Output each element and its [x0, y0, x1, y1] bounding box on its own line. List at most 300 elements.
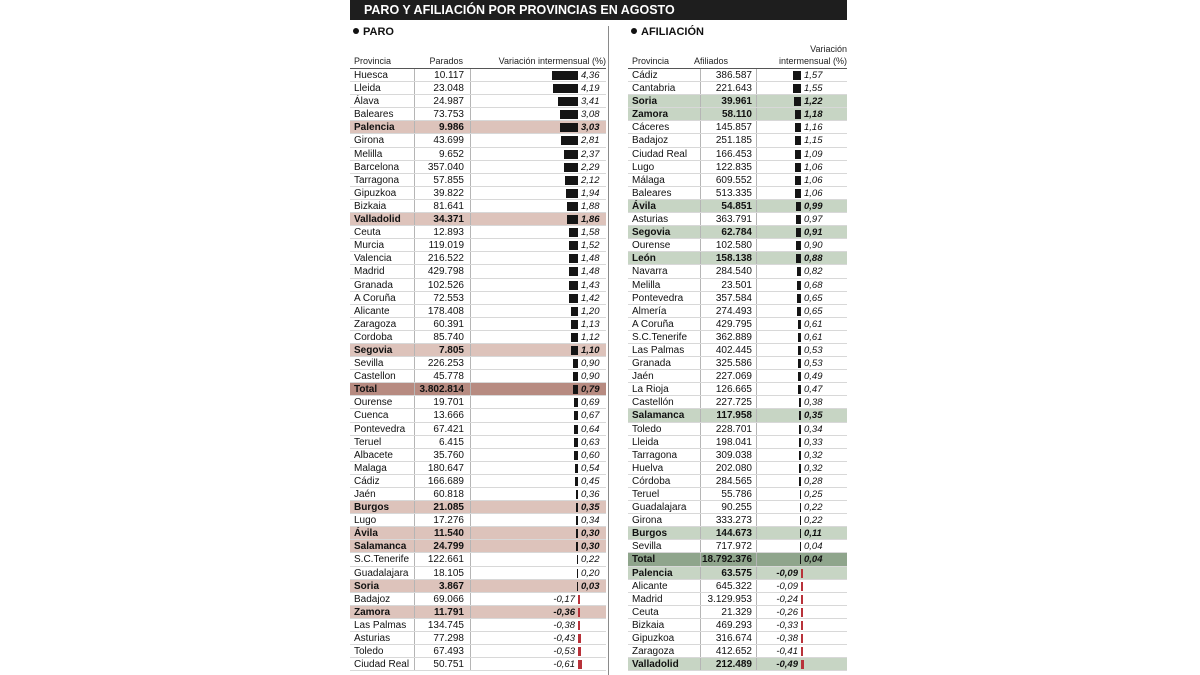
paro-header-variacion: Variación intermensual (%) [498, 56, 606, 66]
provincia-cell: Lleida [632, 436, 659, 448]
afiliacion-header-provincia: Provincia [632, 56, 670, 66]
provincia-cell: Pontevedra [354, 423, 406, 435]
provincia-cell: Zamora [354, 606, 391, 618]
valor-cell: 333.273 [715, 515, 752, 527]
paro-table-row [350, 501, 606, 514]
variacion-bar [569, 228, 578, 237]
provincia-cell: Las Palmas [632, 344, 685, 356]
variacion-bar [797, 267, 801, 276]
variacion-value: 1,15 [804, 135, 823, 147]
valor-cell: 102.526 [427, 279, 464, 291]
variacion-bar [794, 97, 801, 106]
provincia-cell: Salamanca [354, 541, 407, 553]
provincia-cell: Ciudad Real [632, 148, 688, 160]
variacion-bar [571, 346, 578, 355]
variacion-bar [571, 333, 578, 342]
variacion-bar [578, 621, 580, 630]
variacion-value: 0,63 [581, 436, 600, 448]
variacion-bar [573, 359, 578, 368]
variacion-bar [795, 123, 801, 132]
valor-cell: 145.857 [715, 122, 752, 134]
variacion-bar [574, 398, 578, 407]
variacion-value: 0,68 [804, 279, 823, 291]
variacion-value: 2,12 [581, 174, 600, 186]
variacion-value: 0,61 [804, 331, 823, 343]
paro-table-row [350, 108, 606, 121]
paro-table-row [350, 305, 606, 318]
variacion-bar [801, 660, 804, 669]
provincia-cell: S.C.Tenerife [632, 331, 688, 343]
variacion-value: 0,30 [581, 528, 600, 540]
valor-cell: 363.791 [715, 214, 752, 226]
afiliacion-table-row [628, 540, 847, 553]
afiliacion-table-row [628, 174, 847, 187]
provincia-cell: Girona [632, 515, 663, 527]
provincia-cell: Soria [632, 96, 658, 108]
valor-cell: 274.493 [715, 305, 752, 317]
variacion-value: 0,03 [581, 580, 600, 592]
variacion-bar [571, 320, 578, 329]
paro-table-row [350, 514, 606, 527]
variacion-bar [561, 136, 578, 145]
variacion-value: 0,47 [804, 384, 823, 396]
provincia-cell: Badajoz [632, 135, 669, 147]
valor-cell: 362.889 [715, 331, 752, 343]
provincia-cell: Teruel [632, 489, 660, 500]
paro-table-row [350, 82, 606, 95]
paro-table-body [350, 69, 606, 671]
afiliacion-header-afiliados: Afiliados [693, 56, 728, 66]
valor-cell: 73.753 [433, 109, 464, 121]
provincia-cell: Tarragona [354, 174, 400, 186]
afiliacion-table-row [628, 567, 847, 580]
variacion-value: 3,41 [581, 96, 600, 108]
valor-cell: 58.110 [721, 109, 752, 121]
variacion-value: 0,61 [804, 318, 823, 330]
provincia-cell: Salamanca [632, 410, 685, 422]
valor-cell: 402.445 [715, 344, 752, 356]
provincia-cell: Valencia [354, 253, 392, 265]
variacion-value: 1,52 [581, 240, 600, 252]
paro-table-row [350, 121, 606, 134]
variacion-bar [799, 411, 801, 420]
valor-cell: 3.867 [438, 580, 464, 592]
valor-cell: 180.647 [427, 462, 464, 474]
variacion-value: 4,36 [581, 70, 600, 81]
paro-header-row [350, 40, 606, 69]
valor-cell: 11.540 [433, 528, 464, 540]
valor-cell: 72.553 [433, 292, 464, 304]
paro-total-row [350, 383, 606, 396]
variacion-value: 0,38 [804, 397, 823, 409]
variacion-bar [558, 97, 578, 106]
variacion-value: -0,61 [553, 659, 575, 671]
variacion-bar [801, 634, 803, 643]
valor-cell: 77.298 [433, 633, 464, 645]
variacion-bar [801, 595, 803, 604]
valor-cell: 39.822 [433, 187, 464, 199]
variacion-bar [796, 215, 801, 224]
valor-cell: 144.673 [715, 528, 752, 540]
paro-table-row [350, 252, 606, 265]
afiliacion-table-row [628, 514, 847, 527]
paro-table-row [350, 279, 606, 292]
variacion-bar [576, 542, 578, 551]
variacion-bar [564, 150, 578, 159]
row-rule [350, 670, 606, 671]
variacion-value: 1,22 [804, 96, 823, 108]
afiliacion-table-row [628, 501, 847, 514]
variacion-bar [798, 333, 801, 342]
variacion-value: -0,09 [776, 580, 798, 592]
valor-cell: 67.493 [433, 646, 464, 658]
afiliacion-total-row [628, 553, 847, 566]
valor-cell: 3.802.814 [419, 384, 464, 396]
provincia-cell: Guadalajara [632, 502, 687, 514]
variacion-value: 0,30 [581, 541, 600, 553]
valor-cell: 24.799 [433, 541, 464, 553]
variacion-value: 0,90 [581, 371, 600, 383]
paro-table-row [350, 161, 606, 174]
afiliacion-table-row [628, 121, 847, 134]
afiliacion-table-row [628, 409, 847, 422]
afiliacion-table-row [628, 292, 847, 305]
provincia-cell: Lugo [354, 515, 377, 527]
paro-table-row [350, 658, 606, 671]
paro-section-label: PARO [363, 26, 394, 38]
afiliacion-table-row [628, 580, 847, 593]
provincia-cell: Alicante [354, 305, 390, 317]
provincia-cell: Cádiz [632, 70, 658, 81]
provincia-cell: Alicante [632, 580, 668, 592]
variacion-bar [574, 425, 578, 434]
valor-cell: 429.795 [715, 318, 752, 330]
variacion-value: 1,88 [581, 200, 600, 212]
variacion-bar [798, 320, 801, 329]
provincia-cell: Castellon [354, 371, 396, 383]
variacion-value: 0,35 [581, 502, 600, 514]
paro-section-heading [350, 24, 606, 40]
provincia-cell: Asturias [632, 214, 669, 226]
provincia-cell: Málaga [632, 174, 665, 186]
variacion-bar [793, 84, 801, 93]
valor-cell: 357.584 [715, 292, 752, 304]
variacion-value: 0,34 [804, 423, 823, 435]
variacion-bar [576, 503, 578, 512]
afiliacion-table-row [628, 148, 847, 161]
variacion-value: 0,35 [804, 410, 823, 422]
valor-cell: 34.371 [433, 214, 464, 226]
paro-table-row [350, 69, 606, 82]
provincia-cell: Melilla [354, 148, 383, 160]
provincia-cell: Murcia [354, 240, 385, 252]
provincia-cell: S.C.Tenerife [354, 554, 410, 566]
valor-cell: 609.552 [715, 174, 752, 186]
variacion-value: 1,09 [804, 148, 823, 160]
paro-table-row [350, 593, 606, 606]
valor-cell: 212.489 [715, 659, 752, 671]
paro-table-row [350, 174, 606, 187]
valor-cell: 122.661 [427, 554, 464, 566]
provincia-cell: Cáceres [632, 122, 670, 134]
variacion-bar [577, 555, 579, 564]
paro-table-row [350, 226, 606, 239]
variacion-bar [795, 136, 801, 145]
provincia-cell: Cantabria [632, 83, 676, 95]
paro-table-row [350, 423, 606, 436]
variacion-bar [800, 555, 802, 564]
variacion-bar [567, 202, 578, 211]
provincia-cell: Córdoba [632, 475, 671, 487]
variacion-bar [796, 254, 801, 263]
variacion-bar [564, 163, 578, 172]
valor-cell: 166.453 [715, 148, 752, 160]
variacion-value: 1,57 [804, 70, 823, 81]
valor-cell: 178.408 [427, 305, 464, 317]
variacion-value: 1,58 [581, 227, 600, 239]
afiliacion-table-row [628, 436, 847, 449]
variacion-bar [793, 71, 801, 80]
variacion-value: 0,49 [804, 371, 823, 383]
valor-cell: 54.851 [721, 200, 752, 212]
variacion-bar [569, 294, 578, 303]
variacion-value: 1,48 [581, 253, 600, 265]
afiliacion-table-row [628, 69, 847, 82]
valor-cell: 357.040 [427, 161, 464, 173]
valor-cell: 13.666 [433, 410, 464, 422]
afiliacion-table-row [628, 187, 847, 200]
provincia-cell: Sevilla [632, 541, 662, 553]
variacion-bar [575, 477, 578, 486]
valor-cell: 117.958 [716, 410, 752, 422]
valor-cell: 251.185 [715, 135, 752, 147]
variacion-bar [801, 569, 803, 578]
valor-cell: 39.961 [721, 96, 752, 108]
valor-cell: 57.855 [433, 174, 464, 186]
variacion-bar [797, 294, 801, 303]
valor-cell: 513.335 [715, 187, 752, 199]
variacion-bar [567, 215, 578, 224]
provincia-cell: Gipuzkoa [354, 187, 397, 199]
variacion-value: 0,69 [581, 397, 600, 409]
variacion-value: 0,28 [804, 475, 823, 487]
paro-table-row [350, 475, 606, 488]
afiliacion-table-row [628, 593, 847, 606]
provincia-cell: Tarragona [632, 449, 678, 461]
provincia-cell: Ávila [632, 200, 656, 212]
afiliacion-header-variacion-2: intermensual (%) [778, 56, 847, 66]
variacion-value: -0,33 [776, 619, 798, 631]
provincia-cell: Madrid [632, 593, 663, 605]
provincia-cell: Guadalajara [354, 567, 409, 579]
variacion-bar [552, 71, 578, 80]
graphic-title: PARO Y AFILIACIÓN POR PROVINCIAS EN AGOSTO [350, 0, 847, 20]
bullet-icon [631, 28, 637, 34]
afiliacion-table-row [628, 213, 847, 226]
variacion-value: 1,86 [581, 214, 600, 226]
variacion-value: -0,36 [553, 606, 575, 618]
valor-cell: 126.665 [715, 384, 752, 396]
valor-cell: 23.048 [433, 83, 464, 95]
valor-cell: 85.740 [433, 331, 464, 343]
valor-cell: 3.129.953 [707, 593, 752, 605]
valor-cell: 62.784 [721, 227, 752, 239]
paro-table-row [350, 239, 606, 252]
valor-cell: 90.255 [721, 502, 752, 514]
afiliacion-table-row [628, 619, 847, 632]
paro-table-row [350, 553, 606, 566]
afiliacion-table-row [628, 331, 847, 344]
variacion-bar [569, 241, 578, 250]
provincia-cell: Soria [354, 580, 380, 592]
valor-cell: 284.565 [715, 475, 752, 487]
variacion-value: 0,32 [804, 449, 823, 461]
variacion-bar [574, 438, 578, 447]
variacion-value: 1,55 [804, 83, 823, 95]
provincia-cell: Baleares [354, 109, 394, 121]
variacion-bar [801, 582, 803, 591]
provincia-cell: Palencia [632, 567, 673, 579]
paro-table-row [350, 292, 606, 305]
variacion-value: -0,38 [776, 633, 798, 645]
provincia-cell: Huesca [354, 70, 388, 81]
variacion-bar [795, 110, 801, 119]
variacion-bar [798, 385, 801, 394]
afiliacion-table-row [628, 606, 847, 619]
variacion-bar [577, 569, 579, 578]
provincia-cell: Lleida [354, 83, 381, 95]
provincia-cell: Girona [354, 135, 385, 147]
afiliacion-table-row [628, 200, 847, 213]
variacion-value: 0,64 [581, 423, 600, 435]
valor-cell: 316.674 [715, 633, 752, 645]
afiliacion-table-row [628, 134, 847, 147]
variacion-value: 0,11 [804, 528, 822, 540]
provincia-cell: Segovia [354, 344, 393, 356]
paro-table-row [350, 396, 606, 409]
paro-table-row [350, 187, 606, 200]
variacion-bar [799, 425, 801, 434]
variacion-bar [574, 411, 578, 420]
variacion-value: 1,10 [581, 344, 600, 356]
variacion-value: 0,33 [804, 436, 823, 448]
provincia-cell: Melilla [632, 279, 661, 291]
variacion-bar [799, 477, 801, 486]
provincia-cell: Ávila [354, 528, 378, 540]
variacion-value: 1,06 [804, 161, 823, 173]
variacion-value: 0,36 [581, 489, 600, 500]
variacion-value: -0,49 [776, 659, 798, 671]
variacion-bar [799, 451, 801, 460]
provincia-cell: Zaragoza [632, 646, 675, 658]
provincia-cell: Granada [354, 279, 393, 291]
afiliacion-table-row [628, 488, 847, 501]
variacion-bar [795, 176, 801, 185]
afiliacion-table-row [628, 161, 847, 174]
variacion-value: 0,99 [804, 200, 823, 212]
afiliacion-table-row [628, 95, 847, 108]
provincia-cell: Jaén [354, 489, 376, 500]
variacion-value: -0,41 [776, 646, 798, 658]
valor-cell: 60.391 [433, 318, 464, 330]
provincia-cell: Ourense [354, 397, 393, 409]
valor-cell: 226.253 [427, 358, 464, 370]
variacion-bar [566, 189, 578, 198]
valor-cell: 412.652 [715, 646, 752, 658]
provincia-cell: Castellón [632, 397, 674, 409]
provincia-cell: Zaragoza [354, 318, 397, 330]
variacion-bar [573, 372, 578, 381]
valor-cell: 69.066 [433, 593, 464, 605]
provincia-cell: Granada [632, 358, 671, 370]
provincia-cell: Malaga [354, 462, 387, 474]
provincia-cell: León [632, 253, 656, 265]
variacion-bar [571, 307, 578, 316]
afiliacion-table-row [628, 527, 847, 540]
paro-table-row [350, 606, 606, 619]
provincia-cell: Baleares [632, 187, 672, 199]
provincia-cell: Huelva [632, 462, 664, 474]
valor-cell: 228.701 [715, 423, 752, 435]
variacion-bar [798, 359, 801, 368]
paro-table-row [350, 436, 606, 449]
variacion-bar [578, 660, 582, 669]
paro-table-row [350, 344, 606, 357]
variacion-bar [801, 608, 803, 617]
variacion-bar [553, 84, 578, 93]
valor-cell: 227.069 [715, 371, 752, 383]
afiliacion-table-row [628, 82, 847, 95]
variacion-bar [800, 516, 802, 525]
afiliacion-table-row [628, 370, 847, 383]
variacion-bar [576, 516, 578, 525]
provincia-cell: Valladolid [354, 214, 401, 226]
afiliacion-table-row [628, 462, 847, 475]
provincia-cell: Álava [354, 96, 380, 108]
variacion-bar [795, 189, 801, 198]
paro-table-row [350, 527, 606, 540]
provincia-cell: Pontevedra [632, 292, 684, 304]
variacion-bar [800, 529, 802, 538]
variacion-bar [797, 281, 801, 290]
variacion-value: 1,12 [581, 331, 600, 343]
valor-cell: 81.641 [433, 200, 464, 212]
variacion-value: -0,24 [776, 593, 798, 605]
provincia-cell: Cádiz [354, 475, 380, 487]
paro-header-provincia: Provincia [354, 56, 392, 66]
provincia-cell: Burgos [354, 502, 389, 514]
provincia-cell: Total [354, 384, 378, 396]
provincia-cell: Madrid [354, 266, 385, 278]
variacion-value: 0,34 [581, 515, 600, 527]
variacion-bar [569, 281, 578, 290]
provincia-cell: Toledo [632, 423, 662, 435]
valor-cell: 166.689 [427, 475, 464, 487]
variacion-value: 0,65 [804, 305, 823, 317]
afiliacion-table-row [628, 645, 847, 658]
variacion-bar [576, 490, 578, 499]
valor-cell: 24.987 [433, 96, 464, 108]
valor-cell: 284.540 [715, 266, 752, 278]
provincia-cell: Toledo [354, 646, 384, 658]
paro-table-row [350, 95, 606, 108]
valor-cell: 50.751 [433, 659, 464, 671]
variacion-bar [800, 542, 802, 551]
valor-cell: 35.760 [433, 449, 464, 461]
paro-table-row [350, 488, 606, 501]
variacion-value: 0,97 [804, 214, 823, 226]
variacion-value: 0,88 [804, 253, 823, 265]
